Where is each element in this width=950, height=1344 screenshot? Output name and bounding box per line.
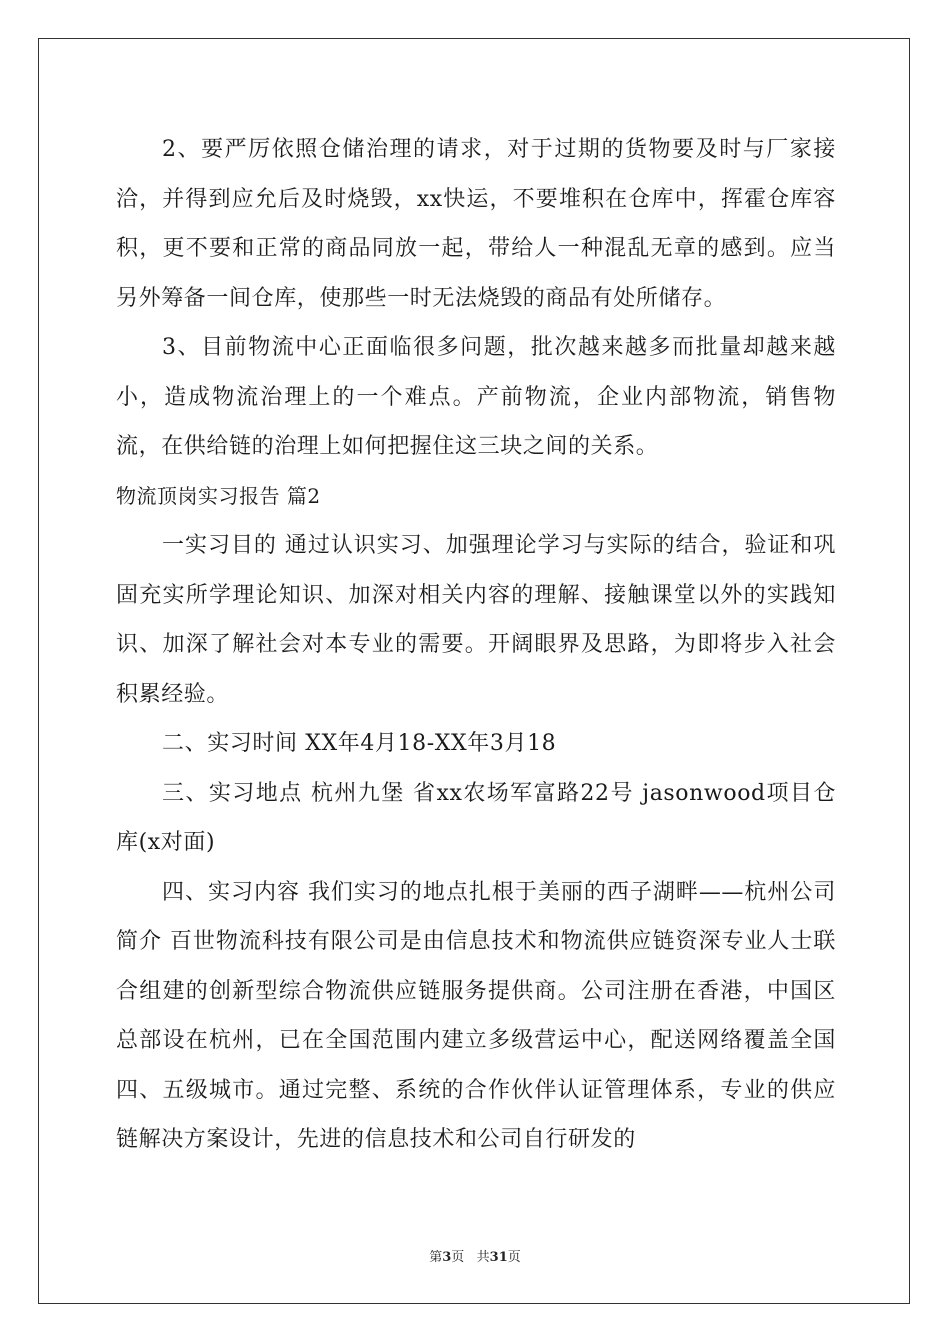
page-footer	[0, 1246, 950, 1265]
paragraph-location: 三、实习地点 杭州九堡 省xx农场军富路22号 jasonwood项目仓库(x对面)	[116, 780, 836, 855]
section-heading: 物流顶岗实习报告 篇2	[116, 483, 321, 508]
paragraph-item-2: 2、要严厉依照仓储治理的请求，对于过期的货物要及时与厂家接洽，并得到应允后及时烧毁，xx快运，不要堆积在仓库中，挥霍仓库容积，更不要和正常的商品同放一起，带给人一种混乱无章的感到。应当另外筹备一间仓库，使那些一时无法烧毁的商品有处所储存。	[116, 137, 836, 311]
current-page-number: 3	[442, 1250, 452, 1265]
total-page-number: 31	[489, 1250, 508, 1265]
paragraph-time: 二、实习时间 XX年4月18-XX年3月18	[162, 731, 557, 756]
paragraph-item-3: 3、目前物流中心正面临很多问题，批次越来越多而批量却越来越小，造成物流治理上的一个难点。产前物流，企业内部物流，销售物流，在供给链的治理上如何把握住这三块之间的关系。	[116, 335, 836, 459]
footer-prefix: 第	[429, 1250, 443, 1265]
footer-middle: 页 共	[451, 1250, 490, 1265]
paragraph-content: 四、实习内容 我们实习的地点扎根于美丽的西子湖畔——杭州公司简介 百世物流科技有限公司是由信息技术和物流供应链资深专业人士联合组建的创新型综合物流供应链服务提供商。公司注册在香港，中国区总部设在杭州，已在全国范围内建立多级营运中心，配送网络覆盖全国四、五级城市。通过完整、系统的合作伙伴认证管理体系，专业的供应链解决方案设计，先进的信息技术和公司自行研发的	[116, 879, 836, 1152]
paragraph-purpose: 一实习目的 通过认识实习、加强理论学习与实际的结合，验证和巩固充实所学理论知识、加深对相关内容的理解、接触课堂以外的实践知识、加深了解社会对本专业的需要。开阔眼界及思路，为即将步入社会积累经验。	[116, 533, 836, 707]
footer-suffix: 页	[507, 1250, 521, 1265]
document-body	[116, 125, 836, 1165]
